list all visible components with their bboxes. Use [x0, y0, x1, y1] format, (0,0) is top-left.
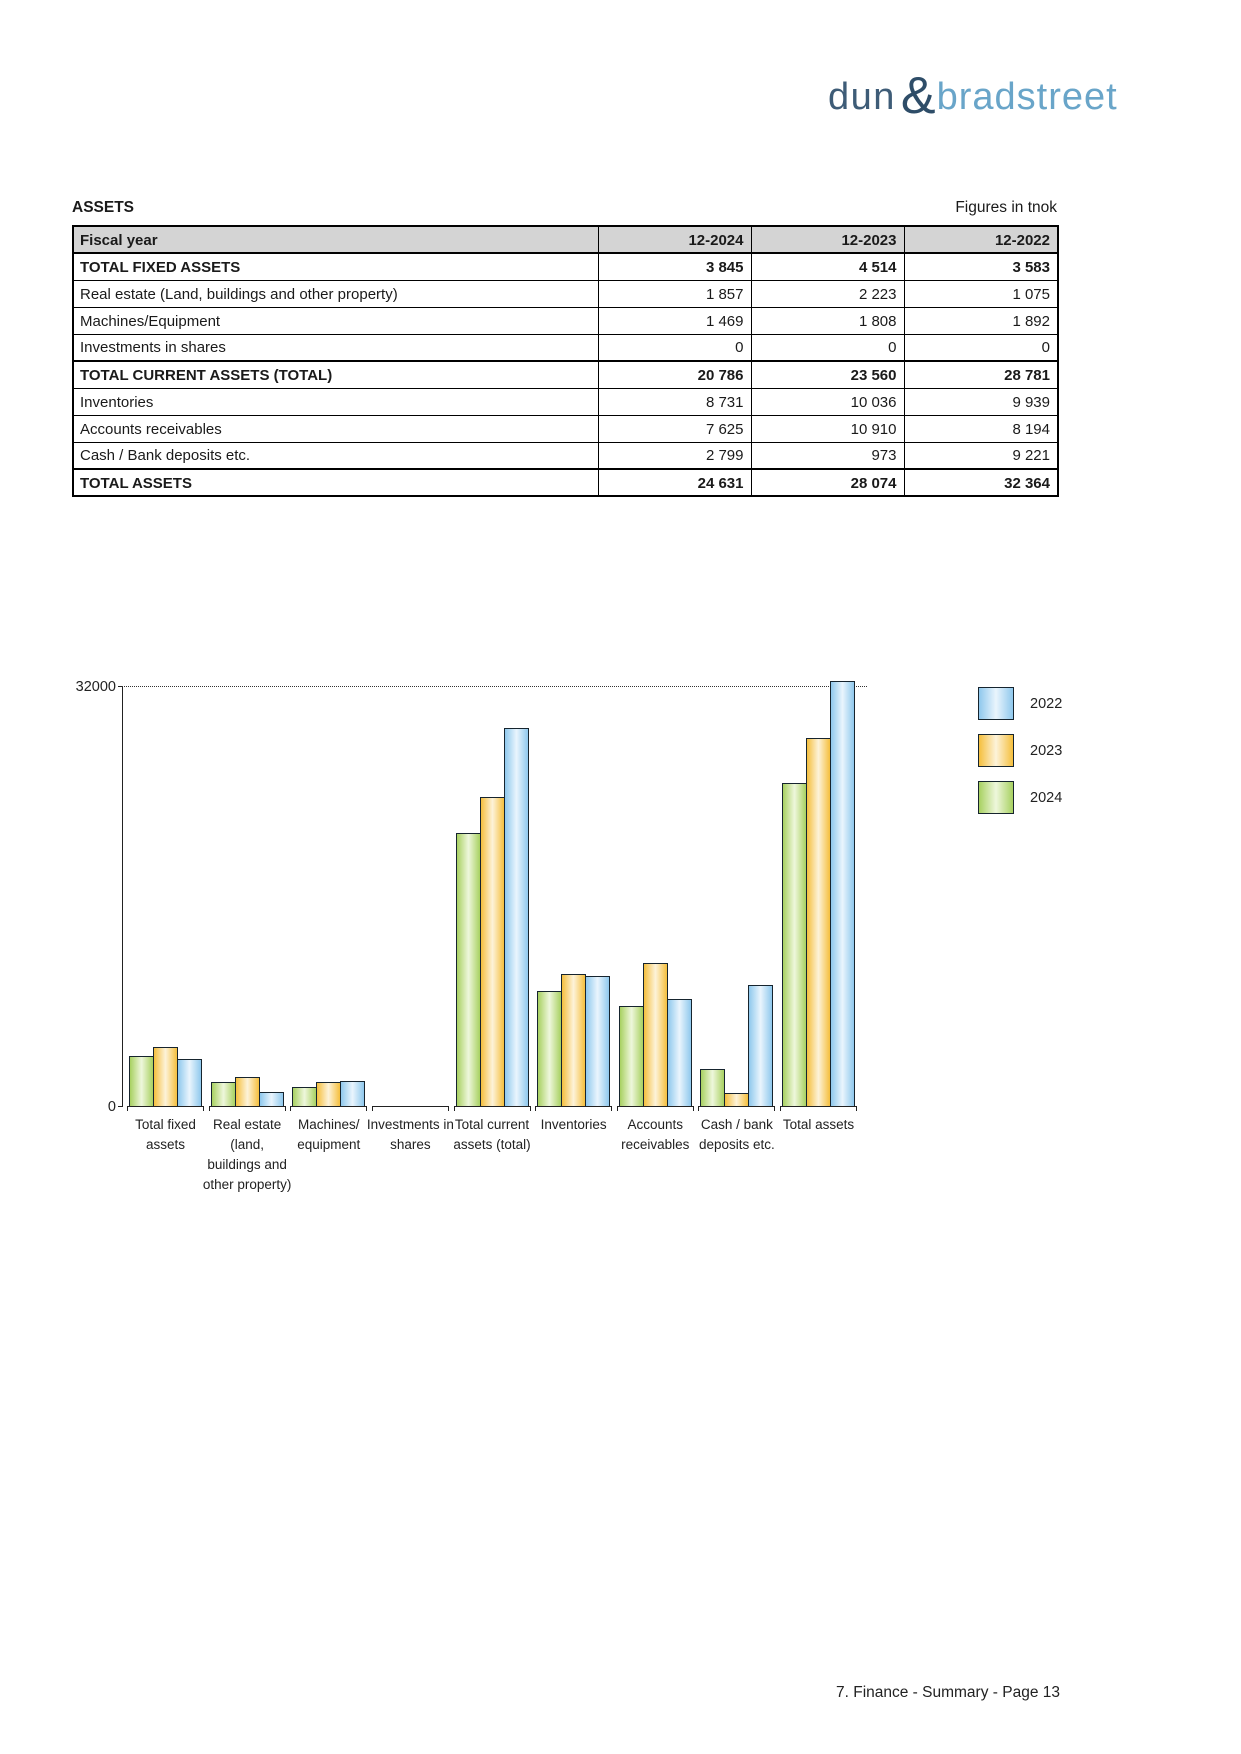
category-label: Real estate (land, buildings and other property) [202, 1117, 292, 1192]
row-value: 8 731 [598, 388, 751, 415]
logo-text-dun: dun [828, 76, 896, 118]
legend-item [978, 781, 1062, 814]
legend-swatch-2022 [978, 687, 1014, 720]
row-value: 1 857 [598, 280, 751, 307]
bar-2024 [129, 1056, 154, 1107]
legend-label: 2022 [1030, 695, 1063, 712]
row-value: 28 074 [751, 469, 904, 496]
row-value: 0 [904, 334, 1058, 361]
row-value: 4 514 [751, 253, 904, 280]
bar-2024 [211, 1082, 236, 1106]
row-value: 10 910 [751, 415, 904, 442]
header-col-2022: 12-2022 [904, 226, 1058, 253]
row-value: 1 808 [751, 307, 904, 334]
table-row [73, 442, 1058, 469]
bar-group [618, 687, 693, 1152]
bar-2022 [504, 728, 529, 1106]
legend-label: 2024 [1030, 789, 1063, 806]
category-label: Accounts receivables [621, 1117, 690, 1152]
chart-legend [978, 687, 1062, 828]
bar-2024 [456, 833, 481, 1106]
bar-2022 [259, 1092, 284, 1106]
bar-2022 [830, 681, 855, 1106]
row-value: 0 [598, 334, 751, 361]
table-row [73, 280, 1058, 307]
row-value: 1 469 [598, 307, 751, 334]
row-value: 2 799 [598, 442, 751, 469]
bar-group [291, 687, 366, 1152]
table-title-row [72, 199, 1057, 217]
table-row [73, 253, 1058, 280]
legend-swatch-2024 [978, 781, 1014, 814]
category-label: Investments in shares [366, 1117, 454, 1152]
bar-2024 [782, 783, 807, 1106]
row-value: 7 625 [598, 415, 751, 442]
bar-group [698, 687, 775, 1152]
chart-groups [123, 687, 861, 1192]
row-label: Inventories [73, 388, 598, 415]
category-label: Cash / bank deposits etc. [698, 1117, 775, 1152]
bar-2022 [340, 1081, 365, 1106]
row-value: 3 583 [904, 253, 1058, 280]
category-label: Total current assets (total) [453, 1117, 531, 1152]
row-value: 1 892 [904, 307, 1058, 334]
row-value: 23 560 [751, 361, 904, 388]
row-value: 0 [751, 334, 904, 361]
table-row [73, 388, 1058, 415]
bar-2024 [537, 991, 562, 1106]
bar-2023 [153, 1047, 178, 1106]
category-label: Machines/ equipment [297, 1117, 361, 1152]
legend-swatch-2023 [978, 734, 1014, 767]
bar-2022 [667, 999, 692, 1107]
row-value: 28 781 [904, 361, 1058, 388]
row-value: 9 939 [904, 388, 1058, 415]
row-value: 20 786 [598, 361, 751, 388]
row-value: 10 036 [751, 388, 904, 415]
header-col-2024: 12-2024 [598, 226, 751, 253]
bar-group [128, 687, 203, 1152]
assets-bar-chart [72, 600, 1132, 1230]
row-value: 32 364 [904, 469, 1058, 496]
y-axis-max-label: 32000 [75, 679, 116, 695]
category-label: Total fixed assets [135, 1117, 196, 1152]
legend-item [978, 687, 1062, 720]
bar-2023 [561, 974, 586, 1106]
table-header-row [73, 226, 1058, 253]
units-note: Figures in tnok [955, 199, 1057, 216]
row-label: Accounts receivables [73, 415, 598, 442]
bar-group [202, 687, 292, 1192]
row-value: 8 194 [904, 415, 1058, 442]
bar-2023 [316, 1082, 341, 1106]
row-label: Real estate (Land, buildings and other property) [73, 280, 598, 307]
bar-2023 [806, 738, 831, 1107]
bar-group [781, 687, 856, 1132]
row-value: 24 631 [598, 469, 751, 496]
bar-2022 [177, 1059, 202, 1106]
legend-item [978, 734, 1062, 767]
ampersand-icon: & [900, 67, 936, 125]
row-value: 1 075 [904, 280, 1058, 307]
bar-2023 [643, 963, 668, 1106]
table-row [73, 307, 1058, 334]
bar-2024 [619, 1006, 644, 1106]
bar-2022 [748, 985, 773, 1106]
bar-group [453, 687, 531, 1152]
bar-group [536, 687, 611, 1132]
table-row [73, 415, 1058, 442]
assets-table [72, 225, 1059, 497]
row-label: TOTAL ASSETS [73, 469, 598, 496]
header-fiscal-year: Fiscal year [73, 226, 598, 253]
bar-2023 [724, 1093, 749, 1106]
row-value: 3 845 [598, 253, 751, 280]
row-label: Investments in shares [73, 334, 598, 361]
row-value: 9 221 [904, 442, 1058, 469]
section-title: ASSETS [72, 199, 135, 216]
row-label: TOTAL FIXED ASSETS [73, 253, 598, 280]
table-row [73, 469, 1058, 496]
legend-label: 2023 [1030, 742, 1063, 759]
bar-2022 [585, 976, 610, 1106]
header-col-2023: 12-2023 [751, 226, 904, 253]
bar-2023 [235, 1077, 260, 1106]
row-label: Machines/Equipment [73, 307, 598, 334]
dun-and-bradstreet-logo [828, 66, 1118, 125]
bar-2023 [480, 797, 505, 1106]
bar-2024 [700, 1069, 725, 1106]
y-axis-zero-label: 0 [107, 1099, 116, 1115]
page-footer: 7. Finance - Summary - Page 13 [836, 1684, 1060, 1701]
row-label: Cash / Bank deposits etc. [73, 442, 598, 469]
bar-group [366, 687, 454, 1152]
row-value: 973 [751, 442, 904, 469]
logo-text-bradstreet: bradstreet [936, 76, 1118, 118]
bar-2024 [292, 1087, 317, 1106]
table-row [73, 334, 1058, 361]
table-row [73, 361, 1058, 388]
row-value: 2 223 [751, 280, 904, 307]
row-label: TOTAL CURRENT ASSETS (TOTAL) [73, 361, 598, 388]
category-label: Inventories [540, 1117, 607, 1132]
category-label: Total assets [782, 1117, 855, 1132]
